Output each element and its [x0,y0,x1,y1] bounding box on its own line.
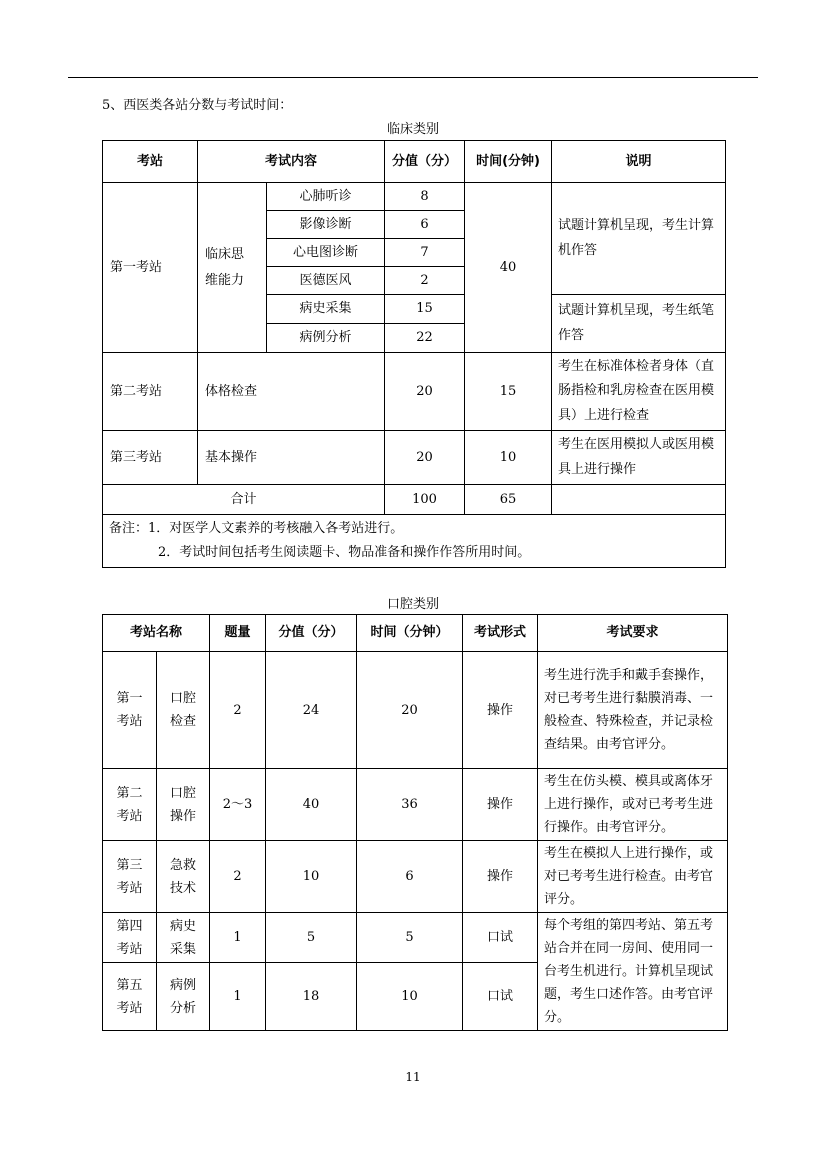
item-score: 6 [385,211,465,239]
dental-form: 口试 [463,963,538,1031]
dental-score: 18 [266,963,357,1031]
header-station-name: 考站名称 [103,615,210,652]
section-intro: 5、西医类各站分数与考试时间： [102,98,293,113]
dental-score: 40 [266,769,357,841]
item-name: 心电图诊断 [267,239,385,267]
station1-note-a: 试题计算机呈现，考生计算机作答 [552,183,726,295]
dental-requirement: 每个考组的第四考站、第五考站合并在同一房间、使用同一台考生机进行。计算机呈现试题，考生口述作答。由考官评分。 [538,913,728,1031]
header-time: 时间(分钟) [465,141,552,183]
dental-form: 口试 [463,913,538,963]
station1-note-b: 试题计算机呈现，考生纸笔作答 [552,295,726,353]
header-content: 考试内容 [198,141,385,183]
header-score: 分值（分） [385,141,465,183]
dental-table [102,614,728,1031]
station3-time: 10 [465,431,552,485]
dental-form: 操作 [463,841,538,913]
dental-requirement: 考生在模拟人上进行操作，或对已考考生进行检查。由考官评分。 [538,841,728,913]
station1-category: 临床思维能力 [198,183,267,353]
clinical-caption: 临床类别 [386,122,439,137]
item-score: 7 [385,239,465,267]
total-note [552,485,726,515]
dental-station-name: 急救技术 [157,841,210,913]
station3-note: 考生在医用模拟人或医用模具上进行操作 [552,431,726,485]
dental-station: 第一考站 [103,652,157,769]
item-score: 15 [385,295,465,324]
station2-note: 考生在标准体检者身体（直肠指检和乳房检查在医用模具）上进行检查 [552,353,726,431]
header-station: 考站 [103,141,198,183]
dental-count: 2～3 [210,769,266,841]
dental-count: 2 [210,652,266,769]
dental-form: 操作 [463,652,538,769]
header-note: 说明 [552,141,726,183]
dental-time: 36 [357,769,463,841]
dental-station-name: 口腔操作 [157,769,210,841]
station3-score: 20 [385,431,465,485]
dental-station: 第二考站 [103,769,157,841]
dental-score: 24 [266,652,357,769]
header-count: 题量 [210,615,266,652]
dental-time: 20 [357,652,463,769]
dental-station-name: 病史采集 [157,913,210,963]
dental-time: 6 [357,841,463,913]
station2-time: 15 [465,353,552,431]
station2-score: 20 [385,353,465,431]
dental-form: 操作 [463,769,538,841]
remarks [103,515,726,568]
dental-station: 第五考站 [103,963,157,1031]
dental-score: 10 [266,841,357,913]
header-form: 考试形式 [463,615,538,652]
dental-station-name: 口腔检查 [157,652,210,769]
station3-name: 第三考站 [103,431,198,485]
dental-time: 10 [357,963,463,1031]
total-label: 合计 [103,485,385,515]
station1-name: 第一考站 [103,183,198,353]
item-name: 心肺听诊 [267,183,385,211]
item-score: 8 [385,183,465,211]
page-number: 11 [405,1070,421,1084]
dental-count: 1 [210,913,266,963]
item-name: 病史采集 [267,295,385,324]
dental-caption: 口腔类别 [386,597,439,612]
header-score: 分值（分） [266,615,357,652]
header-rule [68,77,758,78]
dental-requirement: 考生进行洗手和戴手套操作，对已考考生进行黏膜消毒、一般检查、特殊检查，并记录检查结果。由考官评分。 [538,652,728,769]
remark-line-1: 备注：1．对医学人文素养的考核融入各考站进行。 [109,521,404,536]
item-name: 医德医风 [267,267,385,295]
remark-line-2: 2．考试时间包括考生阅读题卡、物品准备和操作作答所用时间。 [158,545,531,560]
dental-requirement: 考生在仿头模、模具或离体牙上进行操作，或对已考考生进行操作。由考官评分。 [538,769,728,841]
dental-station-name: 病例分析 [157,963,210,1031]
total-score: 100 [385,485,465,515]
station3-content: 基本操作 [198,431,385,485]
dental-time: 5 [357,913,463,963]
dental-score: 5 [266,913,357,963]
clinical-table [102,140,726,568]
item-name: 病例分析 [267,324,385,353]
station2-content: 体格检查 [198,353,385,431]
dental-count: 1 [210,963,266,1031]
item-score: 2 [385,267,465,295]
item-name: 影像诊断 [267,211,385,239]
station1-time: 40 [465,183,552,353]
dental-count: 2 [210,841,266,913]
station2-name: 第二考站 [103,353,198,431]
dental-station: 第四考站 [103,913,157,963]
item-score: 22 [385,324,465,353]
header-requirement: 考试要求 [538,615,728,652]
total-time: 65 [465,485,552,515]
dental-station: 第三考站 [103,841,157,913]
header-time: 时间（分钟） [357,615,463,652]
